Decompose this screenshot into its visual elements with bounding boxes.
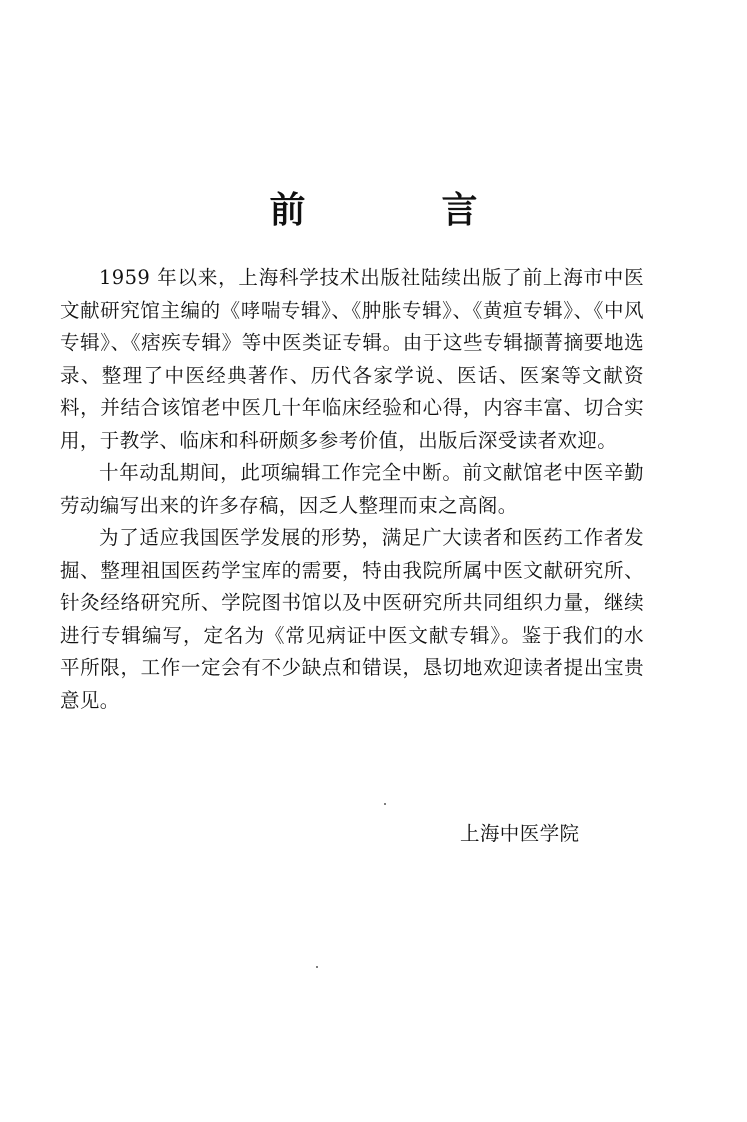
preface-body — [60, 262, 644, 717]
signature: 上海中医学院 — [460, 822, 580, 845]
scan-speck — [384, 803, 386, 805]
paragraph-1: 1959 年以来，上海科学技术出版社陆续出版了前上海市中医文献研究馆主编的《哮喘专辑》、《肿胀专辑》、《黄疸专辑》、《中风专辑》、《痞疾专辑》等中医类证专辑。由于这些专辑撷菁摘要地选录、整理了中医经典著作、历代各家学说、医话、医案等文献资料，并结合该馆老中医几十年临床经验和心得，内容丰富、切合实用，于教学、临床和科研颇多参考价值，出版后深受读者欢迎。 — [60, 266, 644, 452]
page-title: 前 言 — [269, 189, 528, 231]
paragraph-2: 十年动乱期间，此项编辑工作完全中断。前文献馆老中医辛勤劳动编写出来的许多存稿，因乏人整理而束之高阁。 — [60, 461, 644, 517]
paragraph-3: 为了适应我国医学发展的形势，满足广大读者和医药工作者发掘、整理祖国医药学宝库的需要，特由我院所属中医文献研究所、针灸经络研究所、学院图书馆以及中医研究所共同组织力量，继续进行专辑编写，定名为《常见病证中医文献专辑》。鉴于我们的水平所限，工作一定会有不少缺点和错误，恳切地欢迎读者提出宝贵意见。 — [60, 526, 644, 712]
scan-speck — [316, 966, 318, 968]
